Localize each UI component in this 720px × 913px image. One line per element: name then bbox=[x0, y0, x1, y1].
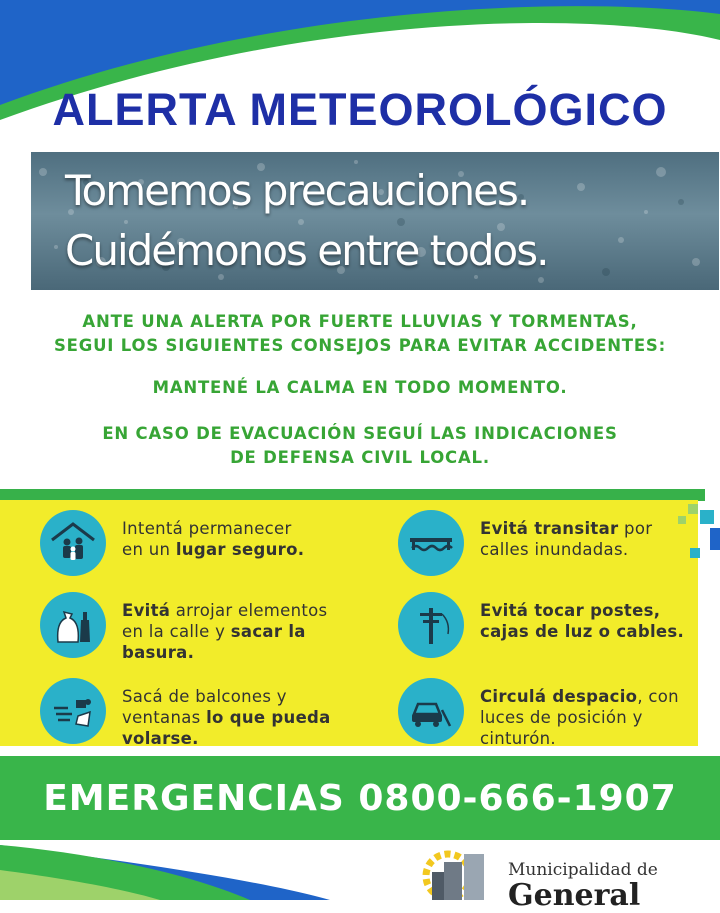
advice-intro bbox=[0, 310, 720, 358]
tip-balconies bbox=[40, 678, 331, 749]
rain-banner bbox=[31, 152, 719, 290]
tip-text: Evitá tocar postes, cajas de luz o cables. bbox=[480, 601, 685, 641]
footer-municipality-line1: Municipalidad de bbox=[508, 860, 658, 880]
utility-pole-icon bbox=[398, 592, 464, 658]
advice-line-4: EN CASO DE EVACUACIÓN SEGUÍ LAS INDICACIONES bbox=[102, 424, 618, 443]
tip-text: Sacá de balcones y ventanas lo que pueda volarse. bbox=[122, 687, 331, 748]
advice-line-2: SEGUI LOS SIGUIENTES CONSEJOS PARA EVITAR ACCIDENTES: bbox=[53, 336, 667, 355]
tip-text: Evitá transitar por calles inundadas. bbox=[480, 519, 653, 559]
emergency-phone[interactable]: EMERGENCIAS 0800-666-1907 bbox=[43, 777, 677, 819]
municipality-logo bbox=[418, 842, 502, 900]
tip-text: Circulá despacio, con luces de posición y cinturón. bbox=[480, 687, 679, 748]
tip-trash bbox=[40, 592, 327, 663]
tip-drive-slowly bbox=[398, 678, 679, 749]
decor-square bbox=[710, 528, 720, 550]
house-family-icon bbox=[40, 510, 106, 576]
wind-debris-icon bbox=[40, 678, 106, 744]
decor-square bbox=[690, 548, 700, 558]
tip-text: Intentá permanecer en un lugar seguro. bbox=[122, 519, 305, 559]
tip-utility-poles bbox=[398, 592, 684, 658]
trash-bag-bottle-icon bbox=[40, 592, 106, 658]
footer-municipality-line2: General bbox=[508, 878, 641, 913]
decor-square bbox=[700, 510, 714, 524]
banner-line-1: Tomemos precauciones. bbox=[65, 166, 529, 215]
tip-flooded-streets bbox=[398, 510, 652, 576]
decor-square bbox=[688, 504, 698, 514]
advice-line-1: ANTE UNA ALERTA POR FUERTE LLUVIAS Y TORMENTAS, bbox=[82, 312, 638, 331]
advice-line-5: DE DEFENSA CIVIL LOCAL. bbox=[230, 448, 490, 467]
tip-safe-place bbox=[40, 510, 304, 576]
tip-text: Evitá arrojar elementos en la calle y sacar la basura. bbox=[122, 601, 328, 662]
flooded-street-icon bbox=[398, 510, 464, 576]
advice-evacuation bbox=[0, 422, 720, 470]
car-slow-icon bbox=[398, 678, 464, 744]
banner-line-2: Cuidémonos entre todos. bbox=[65, 226, 548, 275]
decor-square bbox=[678, 516, 686, 524]
emergency-banner bbox=[0, 756, 720, 840]
page-title: ALERTA METEOROLÓGICO bbox=[52, 84, 668, 135]
advice-calm: MANTENÉ LA CALMA EN TODO MOMENTO. bbox=[152, 378, 568, 397]
